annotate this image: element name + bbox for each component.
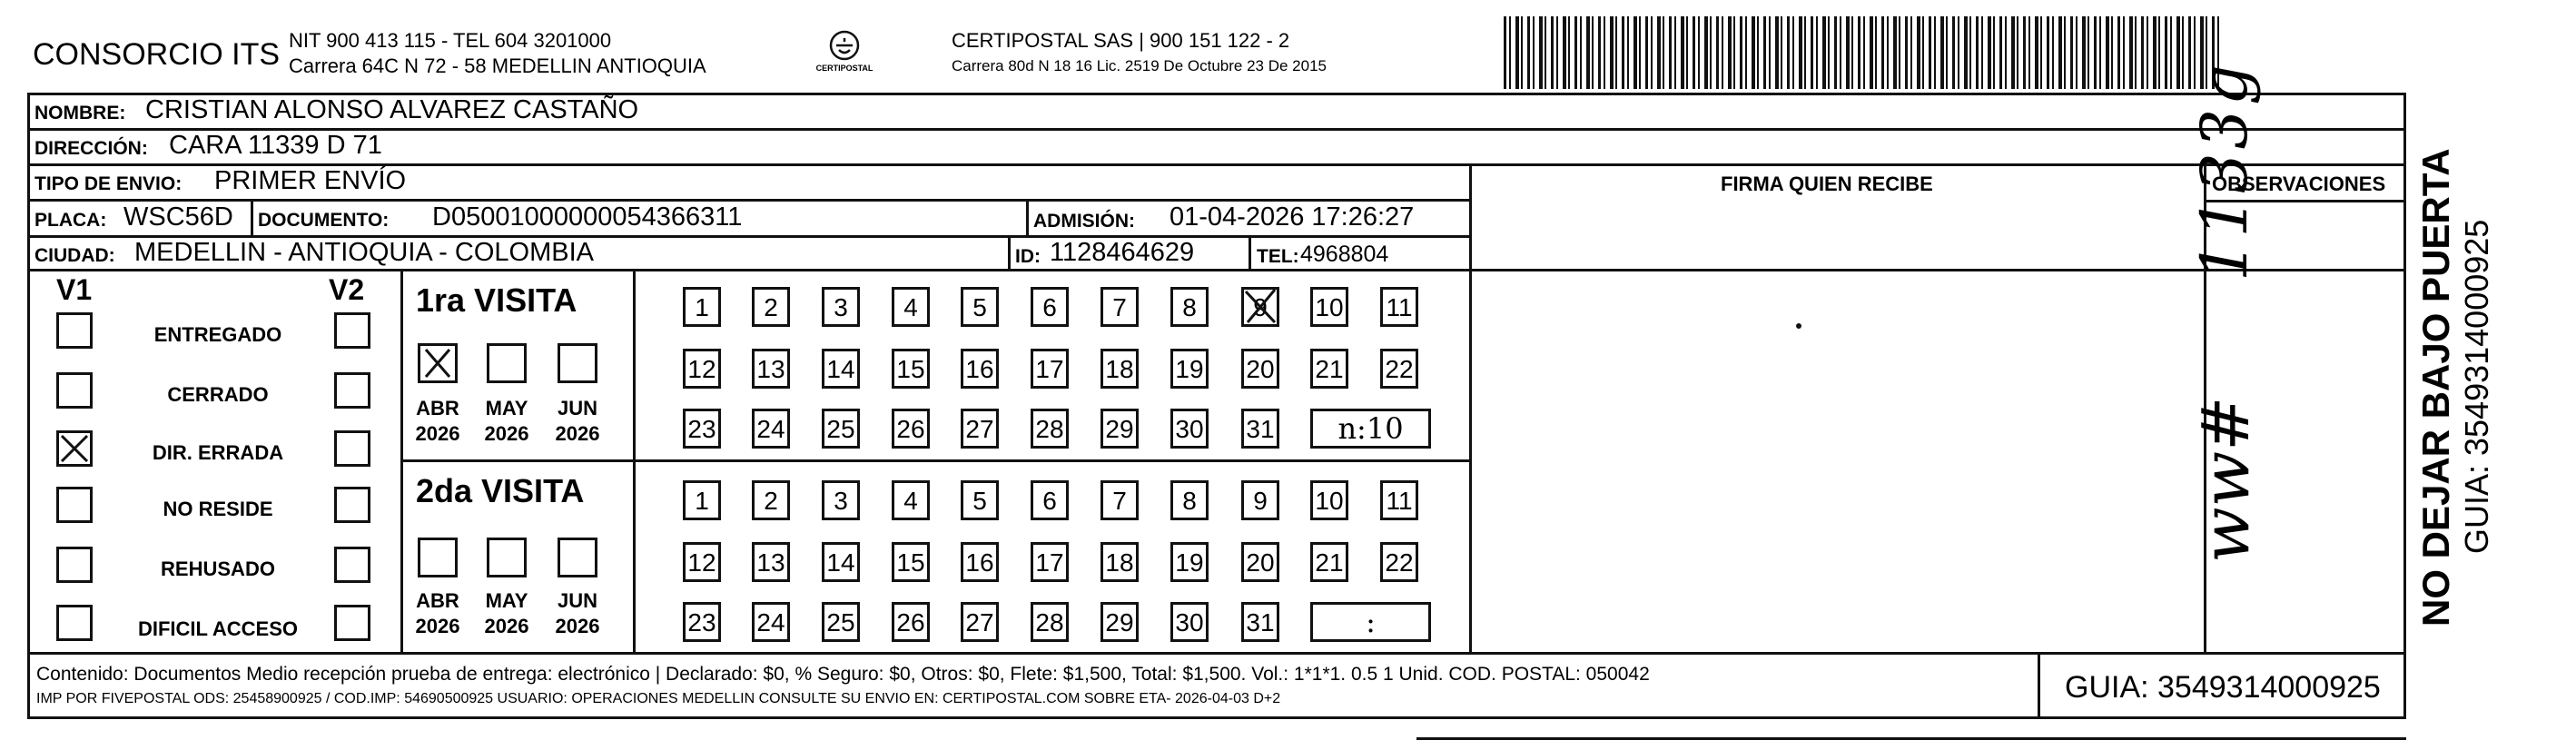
status-dir-errada: DIR. ERRADA [152,441,284,464]
visit2-day-box[interactable]: 17 [1031,542,1069,582]
footer-guia: GUIA: 3549314000925 [2065,670,2381,705]
visit1-day-box[interactable]: 20 [1241,349,1279,389]
visit1-title: 1ra VISITA [416,281,577,319]
visit2-day-box[interactable]: 26 [892,602,930,642]
city: MEDELLIN - ANTIOQUIA - COLOMBIA [134,238,594,267]
visit1-day-box[interactable]: 11 [1380,287,1418,327]
v2-checkbox-rehusado[interactable] [334,547,370,583]
visit1-day-box[interactable]: 21 [1310,349,1348,389]
visit2-day-box[interactable]: 29 [1100,602,1139,642]
visit1-day-box[interactable]: 13 [752,349,790,389]
v1-checkbox-rehusado[interactable] [56,547,93,583]
visit1-day-box[interactable]: 7 [1100,287,1139,327]
visit1-day-box[interactable]: 30 [1170,409,1209,449]
visit1-day-box[interactable]: 19 [1170,349,1209,389]
visit1-day-box[interactable]: 31 [1241,409,1279,449]
visit2-day-box[interactable]: 25 [822,602,860,642]
visit2-day-box[interactable]: 22 [1380,542,1418,582]
visit2-month-abr: ABR 2026 [415,589,460,637]
visit2-day-box[interactable]: 16 [961,542,999,582]
visit1-day-box[interactable]: 10 [1310,287,1348,327]
visit2-month-may-box[interactable] [487,538,527,577]
visit1-day-box[interactable]: 5 [961,287,999,327]
visit2-day-box[interactable]: 9 [1241,480,1279,520]
name-label: NOMBRE: [35,103,126,123]
visit2-day-box[interactable]: 1 [683,480,721,520]
visit1-day-box[interactable]: 22 [1380,349,1418,389]
status-entregado: ENTREGADO [153,323,282,346]
visit1-day-box[interactable]: 18 [1100,349,1139,389]
visit1-day-box[interactable]: 12 [683,349,721,389]
visit1-day-box[interactable]: 2 [752,287,790,327]
visit2-day-box[interactable]: 19 [1170,542,1209,582]
plate: WSC56D [123,202,233,232]
footer-print-line: IMP POR FIVEPOSTAL ODS: 25458900925 / COD.IMP: 54690500925 USUARIO: OPERACIONES MEDELLIN CONSULTE SU ENVIO EN: CERTIPOSTAL.COM SOBRE ETA- 2026-04-03 D+2 [36,691,1281,706]
visit1-day-box[interactable]: 15 [892,349,930,389]
visit2-month-jun: JUN 2026 [555,589,600,637]
tel-label: TEL: [1257,246,1299,267]
signature-dot [1796,323,1801,329]
send-type-label: TIPO DE ENVIO: [35,173,183,194]
v1-checkbox-entregado[interactable] [56,312,93,349]
visit2-day-box[interactable]: 4 [892,480,930,520]
status-dificil-acceso: DIFICIL ACCESO [137,617,298,640]
visit2-day-box[interactable]: 21 [1310,542,1348,582]
visit2-day-box[interactable]: 15 [892,542,930,582]
visit1-day-box[interactable]: 4 [892,287,930,327]
address-label: DIRECCIÓN: [35,138,148,159]
bottom-line [1416,737,2406,740]
visit2-day-box[interactable]: 12 [683,542,721,582]
visit2-day-box[interactable]: 30 [1170,602,1209,642]
visit2-month-jun-box[interactable] [558,538,597,577]
visit1-time-box[interactable]: n:10 [1310,409,1431,449]
visit1-day-box[interactable]: 27 [961,409,999,449]
visit2-day-box[interactable]: 5 [961,480,999,520]
visit1-day-box[interactable]: 17 [1031,349,1069,389]
signature-area[interactable] [1473,202,2203,652]
visit2-month-abr-box[interactable] [418,538,458,577]
company-info-line1: NIT 900 413 115 - TEL 604 3201000 [289,29,612,52]
visit2-month-may: MAY 2026 [484,589,529,637]
v1-checkbox-cerrado[interactable] [56,372,93,409]
visit2-day-box[interactable]: 24 [752,602,790,642]
visit1-day-box[interactable]: 25 [822,409,860,449]
signature-header: FIRMA QUIEN RECIBE [1721,173,1933,195]
visit1-month-may: MAY 2026 [484,397,529,445]
company-name: CONSORCIO ITS [33,37,281,72]
v1-checkbox-dir-errada[interactable] [56,430,93,467]
v1-checkbox-dificil-acceso[interactable] [56,605,93,641]
check-mark-icon [59,433,90,464]
visit1-month-may-box[interactable] [487,343,527,383]
side-guia: GUIA: 3549314000925 [2458,219,2495,554]
svg-text:CERTIPOSTAL: CERTIPOSTAL [815,64,873,73]
footer-content-line: Contenido: Documentos Medio recepción prueba de entrega: electrónico | Declarado: $0, % Seguro: $0, Otros: $0, Flete: $1,500, Total: $1,500. Vol.: 1*1*1. 0.5 1 Unid. COD. POSTAL: 050042 [36,664,1650,685]
v2-checkbox-cerrado[interactable] [334,372,370,409]
visit2-day-box[interactable]: 10 [1310,480,1348,520]
document-number: D05001000000054366311 [432,202,743,232]
v1-header: V1 [56,273,93,306]
visit1-day-box[interactable]: 9 [1241,287,1279,327]
visit2-day-box[interactable]: 3 [822,480,860,520]
visit1-month-abr: ABR 2026 [415,397,460,445]
visit2-day-box[interactable]: 14 [822,542,860,582]
v2-checkbox-no-reside[interactable] [334,487,370,523]
company-info-line2: Carrera 64C N 72 - 58 MEDELLIN ANTIOQUIA [289,54,706,77]
plate-label: PLACA: [35,210,107,231]
visit1-month-abr-box[interactable] [418,343,458,383]
barcode [1504,16,2223,89]
visit1-day-box[interactable]: 29 [1100,409,1139,449]
visit2-day-box[interactable]: 11 [1380,480,1418,520]
v2-checkbox-entregado[interactable] [334,312,370,349]
status-rehusado: REHUSADO [161,558,275,580]
visit1-month-jun: JUN 2026 [555,397,600,445]
visit2-day-box[interactable]: 2 [752,480,790,520]
v2-checkbox-dir-errada[interactable] [334,430,370,467]
visit1-day-box[interactable]: 16 [961,349,999,389]
admission-label: ADMISIÓN: [1033,211,1135,232]
visit2-title: 2da VISITA [416,472,585,509]
visit2-day-box[interactable]: 18 [1100,542,1139,582]
visit2-day-box[interactable]: 27 [961,602,999,642]
visit2-day-box[interactable]: 6 [1031,480,1069,520]
handwritten-observation: 1133g [2187,61,2262,281]
visit1-month-jun-box[interactable] [558,343,597,383]
v1-checkbox-no-reside[interactable] [56,487,93,523]
visit1-day-box[interactable]: 3 [822,287,860,327]
visit2-day-box[interactable]: 28 [1031,602,1069,642]
status-cerrado: CERRADO [167,383,269,406]
visit2-day-box[interactable]: 8 [1170,480,1209,520]
side-warning: NO DEJAR BAJO PUERTA [2414,148,2457,627]
send-type: PRIMER ENVÍO [214,166,407,195]
observations-header: OBSERVACIONES [2212,173,2386,195]
admission-date: 01-04-2026 17:26:27 [1170,202,1415,232]
check-mark-icon [420,346,455,380]
recipient-address: CARA 11339 D 71 [169,131,382,160]
visit1-day-box[interactable]: 24 [752,409,790,449]
certipostal-logo [804,27,885,77]
visit1-day-box[interactable]: 6 [1031,287,1069,327]
visit2-day-box[interactable]: 13 [752,542,790,582]
carrier-info-line1: CERTIPOSTAL SAS | 900 151 122 - 2 [952,29,1290,52]
carrier-info-line2: Carrera 80d N 18 16 Lic. 2519 De Octubre 23 De 2015 [952,57,1327,74]
visit2-time-box[interactable]: : [1310,602,1431,642]
recipient-id: 1128464629 [1050,238,1195,267]
recipient-name: CRISTIAN ALONSO ALVAREZ CASTAÑO [145,95,639,124]
id-label: ID: [1015,246,1041,267]
visit1-day-box[interactable]: 1 [683,287,721,327]
visit1-day-box[interactable]: 14 [822,349,860,389]
document-label: DOCUMENTO: [258,210,390,231]
visit2-day-box[interactable]: 20 [1241,542,1279,582]
visit1-day-box[interactable]: 8 [1170,287,1209,327]
visit2-day-box[interactable]: 23 [683,602,721,642]
city-label: CIUDAD: [35,245,115,266]
visit1-day-box[interactable]: 28 [1031,409,1069,449]
v2-header: V2 [329,273,365,306]
visit2-day-box[interactable]: 7 [1100,480,1139,520]
status-no-reside: NO RESIDE [163,498,273,520]
check-mark-icon [1240,286,1280,326]
visit1-day-box[interactable]: 26 [892,409,930,449]
visit1-day-box[interactable]: 23 [683,409,721,449]
visit2-day-box[interactable]: 31 [1241,602,1279,642]
handwritten-mark: ww# [2187,396,2264,563]
recipient-tel: 4968804 [1300,242,1389,267]
v2-checkbox-dificil-acceso[interactable] [334,605,370,641]
